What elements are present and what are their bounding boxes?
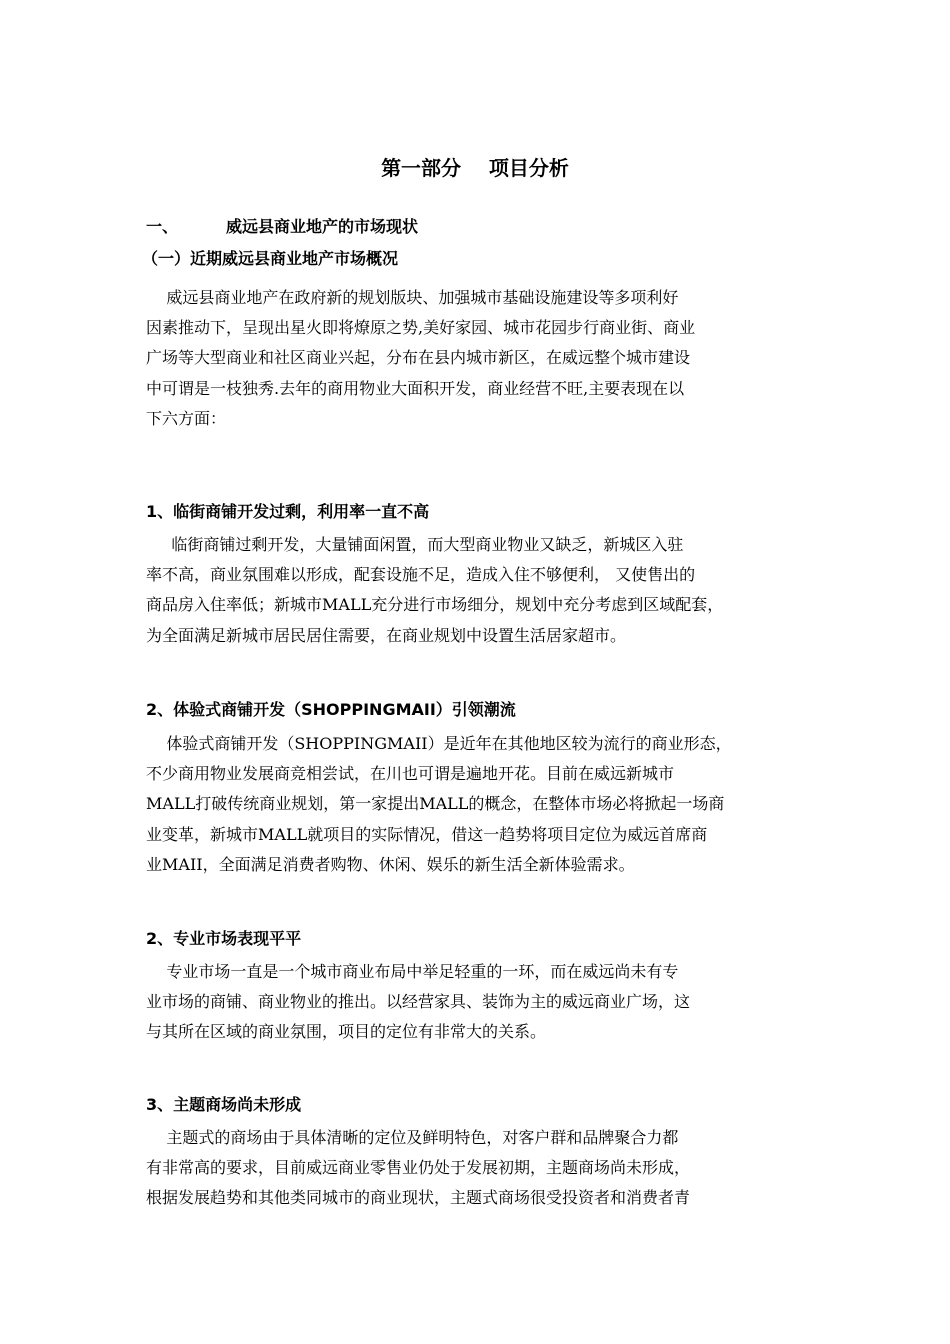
paragraph-line: 下六方面： xyxy=(146,408,227,428)
paragraph-line: 业变革，新城市MALL就项目的实际情况，借这一趋势将项目定位为威远首席商 xyxy=(146,824,708,844)
paragraph-line: 体验式商铺开发（SHOPPINGMAII）是近年在其他地区较为流行的商业形态， xyxy=(146,734,732,753)
section-heading-1 xyxy=(146,214,418,240)
paragraph-line: 因素推动下，呈现出星火即将燎原之势,美好家园、城市花园步行商业街、商业 xyxy=(146,318,696,338)
paragraph-2 xyxy=(146,530,816,651)
paragraph-line: MALL打破传统商业规划，第一家提出MALL的概念，在整体市场必将掀起一场商 xyxy=(146,794,725,814)
paragraph-line: 业MAII，全面满足消费者购物、休闲、娱乐的新生活全新体验需求。 xyxy=(146,854,635,874)
paragraph-line: 与其所在区域的商业氛围，项目的定位有非常大的关系。 xyxy=(146,1022,547,1042)
item-heading-1: 1、临街商铺开发过剩，利用率一直不高 xyxy=(146,502,430,521)
paragraph-line: 不少商用物业发展商竞相尝试，在川也可谓是遍地开花。目前在威远新城市 xyxy=(146,764,675,784)
section-title: 威远县商业地产的市场现状 xyxy=(226,217,419,236)
paragraph-line: 威远县商业地产在政府新的规划版块、加强城市基础设施建设等多项利好 xyxy=(146,288,679,307)
paragraph-4 xyxy=(146,957,816,1048)
paragraph-line: 临街商铺过剩开发，大量铺面闲置，而大型商业物业又缺乏，新城区入驻 xyxy=(146,535,684,554)
paragraph-1 xyxy=(146,283,816,434)
page-title: 第一部分 项目分析 xyxy=(381,156,569,180)
item-heading-3: 2、专业市场表现平平 xyxy=(146,929,302,948)
paragraph-line: 商品房入住率低；新城市MALL充分进行市场细分，规划中充分考虑到区域配套， xyxy=(146,595,724,615)
paragraph-line: 为全面满足新城市居民居住需要，在商业规划中设置生活居家超市。 xyxy=(146,625,627,645)
paragraph-3 xyxy=(146,729,816,880)
item-heading-2: 2、体验式商铺开发（SHOPPINGMAII）引领潮流 xyxy=(146,700,516,719)
section-number: 一、 xyxy=(146,217,179,236)
paragraph-line: 根据发展趋势和其他类同城市的商业现状，主题式商场很受投资者和消费者青 xyxy=(146,1188,691,1208)
subsection-heading-1: （一）近期威远县商业地产市场概况 xyxy=(142,249,399,268)
paragraph-line: 主题式的商场由于具体清晰的定位及鲜明特色，对客户群和品牌聚合力都 xyxy=(146,1128,679,1147)
paragraph-line: 率不高，商业氛围难以形成，配套设施不足，造成入住不够便利， 又使售出的 xyxy=(146,565,696,585)
paragraph-line: 广场等大型商业和社区商业兴起，分布在县内城市新区，在威远整个城市建设 xyxy=(146,348,691,368)
item-heading-4: 3、主题商场尚未形成 xyxy=(146,1095,302,1114)
paragraph-5 xyxy=(146,1123,816,1214)
paragraph-line: 业市场的商铺、商业物业的推出。以经营家具、装饰为主的威远商业广场，这 xyxy=(146,992,691,1012)
paragraph-line: 中可谓是一枝独秀.去年的商用物业大面积开发，商业经营不旺,主要表现在以 xyxy=(146,378,685,398)
paragraph-line: 专业市场一直是一个城市商业布局中举足轻重的一环，而在威远尚未有专 xyxy=(146,962,679,981)
paragraph-line: 有非常高的要求，目前威远商业零售业仍处于发展初期，主题商场尚未形成， xyxy=(146,1158,691,1178)
